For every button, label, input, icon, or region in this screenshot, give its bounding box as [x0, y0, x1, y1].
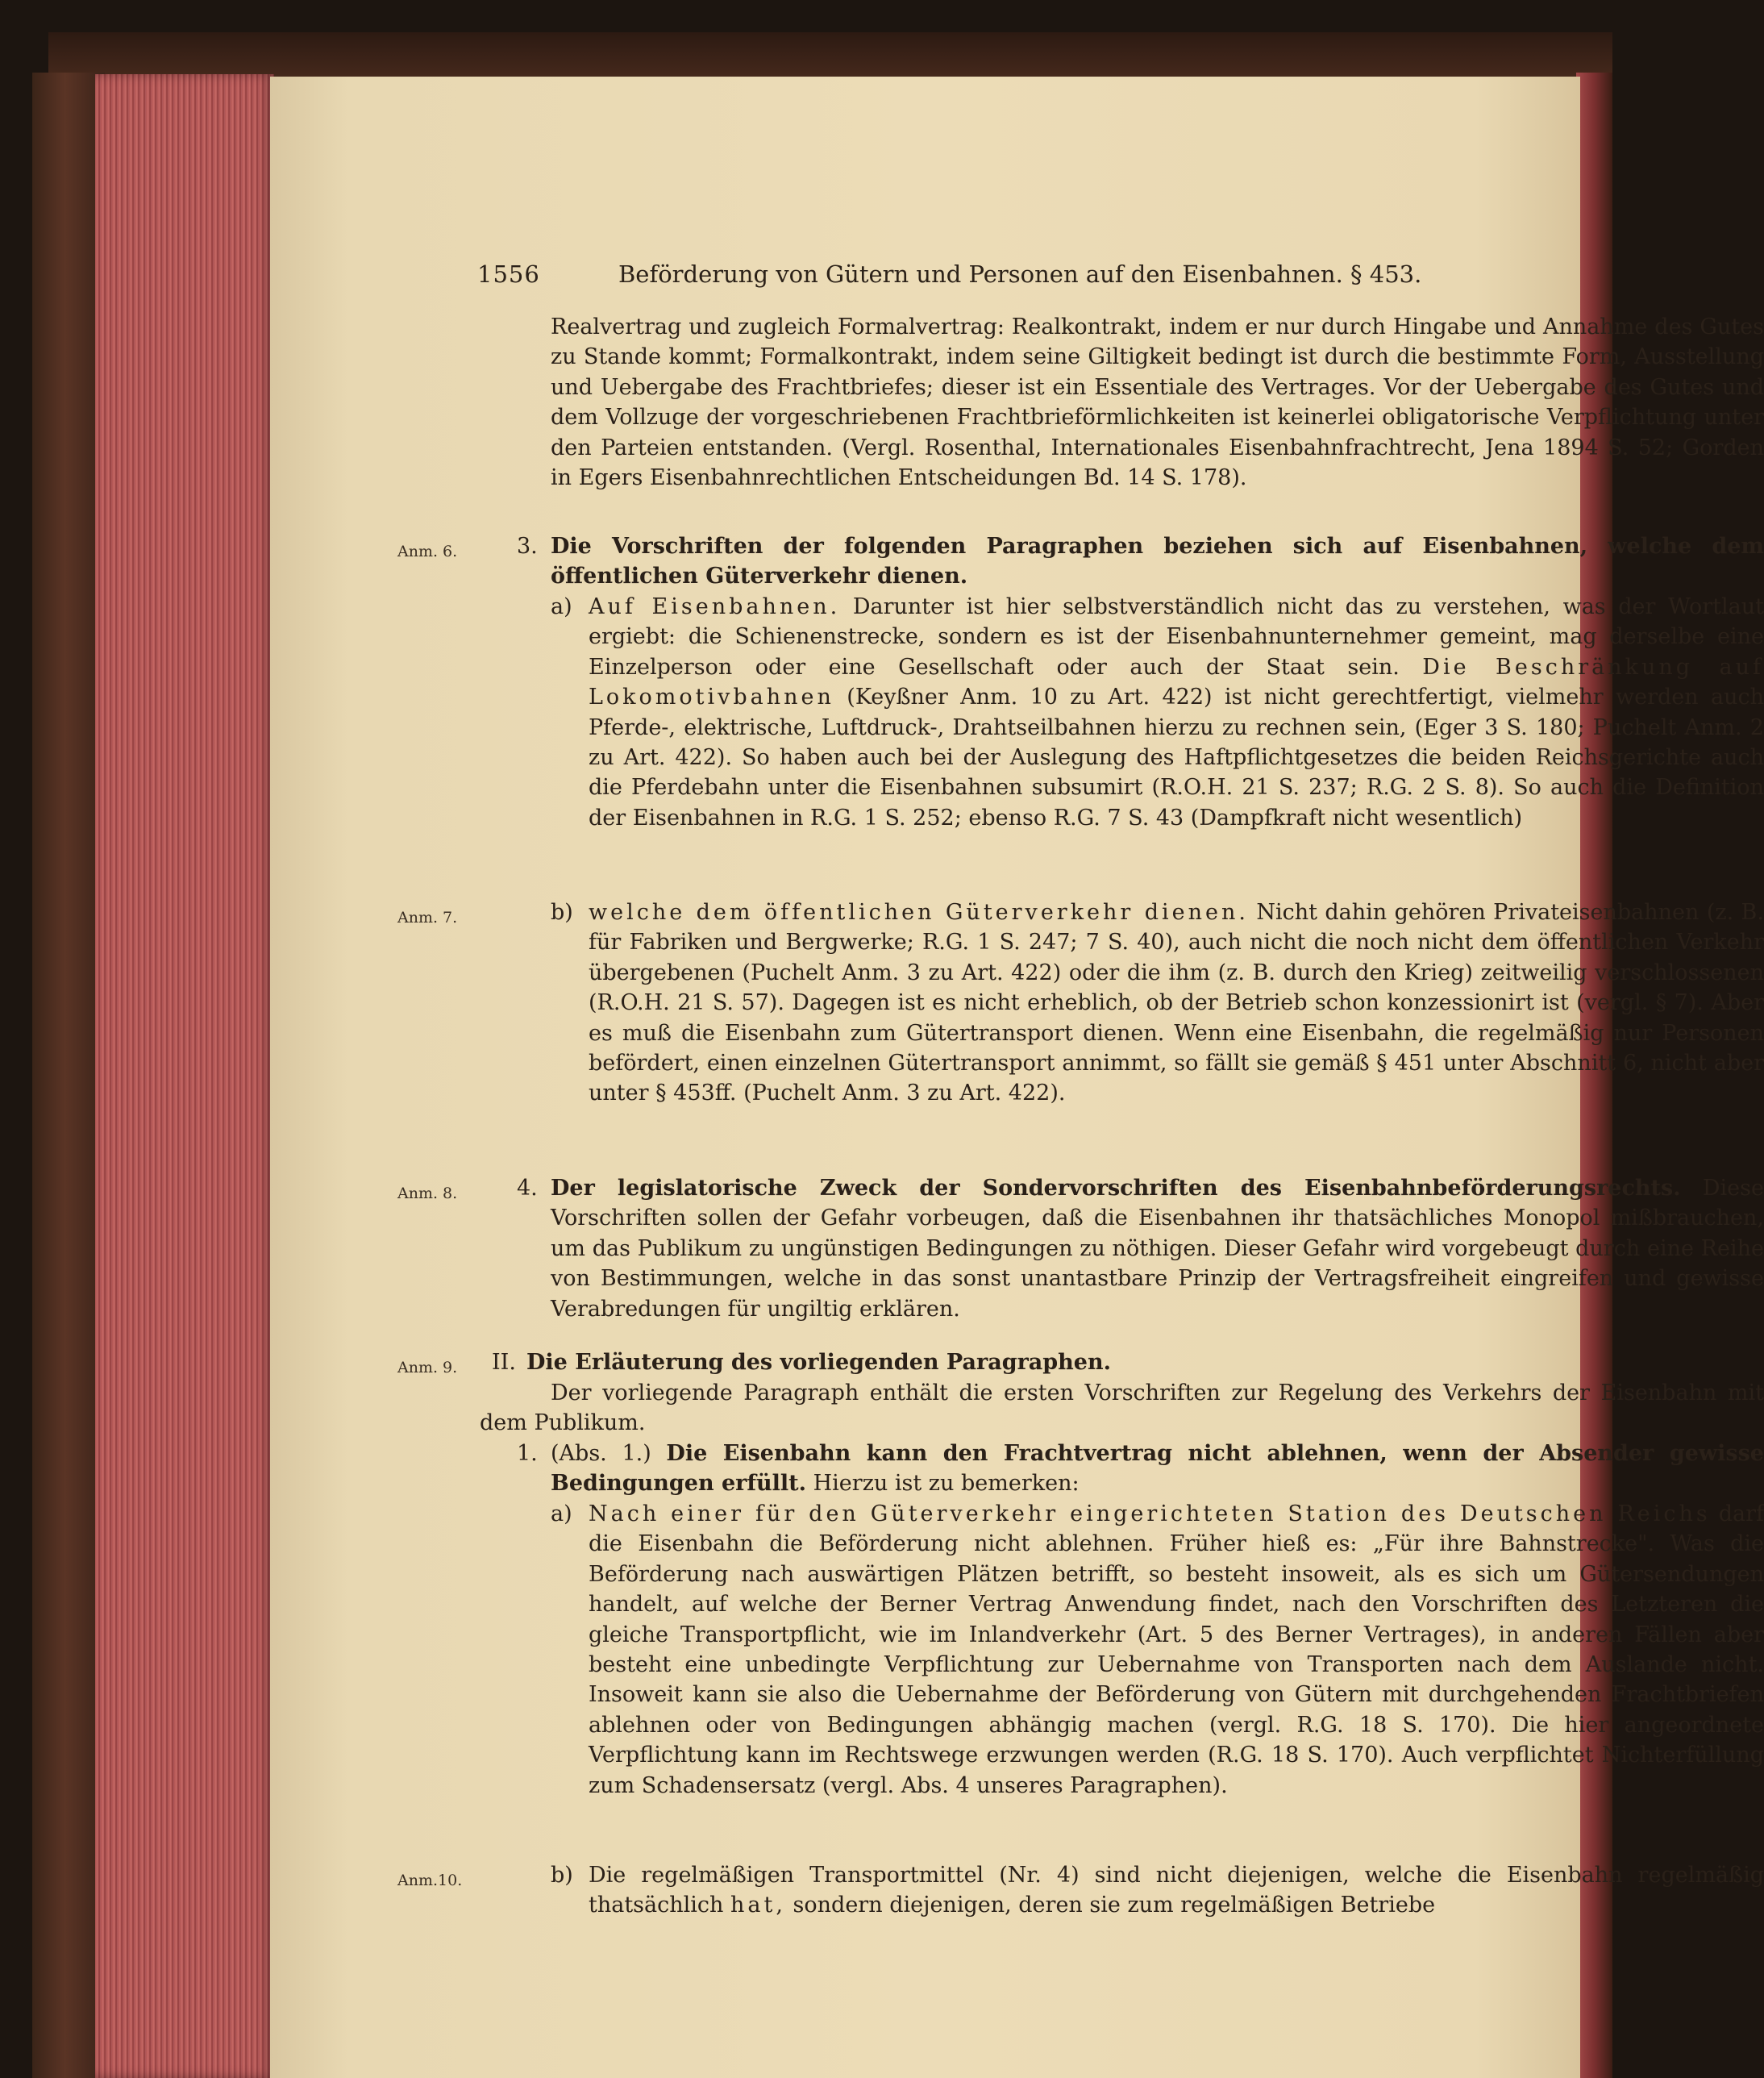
- section-3b-label: b): [551, 900, 573, 925]
- margin-note-anm-7: Anm. 7.: [397, 909, 458, 927]
- section-3b-lead: welche dem öffentlichen Güterverkehr dienen.: [589, 900, 1249, 925]
- item-1-heading: Die Eisenbahn kann den Frachtvertrag nicht ablehnen, wenn der Absender gewisse Bedingungen erfüllt.: [551, 1441, 1764, 1497]
- margin-note-anm-6: Anm. 6.: [397, 543, 458, 560]
- book-page: [270, 77, 1764, 2078]
- section-3-number: 3.: [517, 534, 538, 559]
- section-3b-paragraph: [589, 897, 1764, 1109]
- page-edges: [95, 74, 274, 2078]
- item-1-number: 1.: [517, 1441, 538, 1466]
- item-1a-text: darf die Eisenbahn die Beförderung nicht ablehnen. Früher hieß es: „Für ihre Bahnstrecke". Was die Beförderung nach auswärtigen Plätzen betrifft, so besteht insoweit, als es sich um Gütersendungen handelt, auf welche der Berner Vertrag Anwendung findet, nach den Vorschriften des Letzteren die gleiche Transportpflicht, wie im Inlandverkehr (Art. 5 des Berner Vertrages), in anderen Fällen aber besteht eine unbedingte Verpflichtung zur Uebernahme von Transporten nach dem Auslande nicht. Insoweit kann sie also die Uebernahme der Beförderung von Gütern mit durchgehenden Frachtbriefen ablehnen oder von Bedingungen abhängig machen (vergl. R.G. 18 S. 170). Die hier angeordnete Verpflichtung kann im Rechtswege erzwungen werden (R.G. 18 S. 170). Auch verpflichtet Nichterfüllung zum Schadensersatz (vergl. Abs. 4 unseres Paragraphen).: [589, 1501, 1764, 1798]
- margin-note-anm-10: Anm.10.: [397, 1872, 463, 1889]
- section-3-heading-text: Die Vorschriften der folgenden Paragraphen beziehen sich auf Eisenbahnen, welche dem öffentlichen Güterverkehr dienen.: [551, 534, 1764, 589]
- section-II-heading-text: Die Erläuterung des vorliegenden Paragraphen.: [526, 1350, 1112, 1375]
- section-4-heading: Der legislatorische Zweck der Sondervorschriften des Eisenbahnbeförderungsrechts.: [551, 1176, 1681, 1201]
- item-1a-paragraph: [589, 1499, 1764, 1801]
- item-1b-text: Die regelmäßigen Transportmittel (Nr. 4) sind nicht diejenigen, welche die Eisenbahn regelmäßig thatsächlich: [589, 1863, 1764, 1918]
- intro-text: Realvertrag und zugleich Formalvertrag: Realkontrakt, indem er nur durch Hingabe und Annahme des Gutes zu Stande kommt; Formalkontrakt, indem seine Giltigkeit bedingt ist durch die bestimmte Form, Ausstellung und Uebergabe des Frachtbriefes; dieser ist ein Essentiale des Vertrages. Vor der Uebergabe des Gutes und dem Vollzuge der vorgeschriebenen Frachtbrieförmlichkeiten ist keinerlei obligatorische Verpflichtung unter den Parteien entstanden. (Vergl. Rosenthal, Internationales Eisenbahnfrachtrecht, Jena 1894 S. 52; Gorden in Egers Eisenbahnrechtlichen Entscheidungen Bd. 14 S. 178).: [551, 314, 1764, 491]
- item-1-ref: (Abs. 1.): [551, 1441, 651, 1466]
- section-3a-paragraph: [589, 592, 1764, 833]
- item-1b-label: b): [551, 1863, 573, 1888]
- section-4-text: Diese Vorschriften sollen der Gefahr vorbeugen, daß die Eisenbahnen ihr thatsächliches Monopol mißbrauchen, um das Publikum zu ungünstigen Bedingungen zu nöthigen. Dieser Gefahr wird vorgebeugt durch eine Reihe von Bestimmungen, welche in das sonst unantastbare Prinzip der Vertragsfreiheit eingreifen und gewisse Verabredungen für ungiltig erklären.: [551, 1176, 1764, 1322]
- section-4-number: 4.: [517, 1176, 538, 1201]
- section-3a-text2: (Keyßner Anm. 10 zu Art. 422) ist nicht gerechtfertigt, vielmehr werden auch Pferde-, elektrische, Luftdruck-, Drahtseilbahnen hierzu zu rechnen sein, (Eger 3 S. 180; Puchelt Anm. 2 zu Art. 422). So haben auch bei der Auslegung des Haftpflichtgesetzes die beiden Reichsgerichte auch die Pferdebahn unter die Eisenbahnen subsumirt (R.O.H. 21 S. 237; R.G. 2 S. 8). So auch die Definition der Eisenbahnen in R.G. 1 S. 252; ebenso R.G. 7 S. 43 (Dampfkraft nicht wesentlich): [589, 685, 1764, 831]
- item-1-paragraph: [551, 1439, 1764, 1499]
- intro-paragraph: [551, 312, 1764, 493]
- section-II-intro-text: Der vorliegende Paragraph enthält die ersten Vorschriften zur Regelung des Verkehrs der Eisenbahn mit dem Publikum.: [480, 1380, 1764, 1436]
- item-1a-lead: Nach einer für den Güterverkehr eingerichteten Station des Deutschen Reichs: [589, 1501, 1711, 1526]
- section-3a-lead2: Die Beschränkung auf Lokomotivbahnen: [589, 654, 1764, 710]
- section-II-intro: [480, 1378, 1764, 1439]
- item-1b-text2: sondern diejenigen, deren sie zum regelmäßigen Betriebe: [793, 1893, 1436, 1918]
- item-1a-label: a): [551, 1501, 572, 1526]
- section-II-heading: [526, 1347, 1764, 1377]
- book-cover-left: [32, 73, 105, 2078]
- item-1-tail: Hierzu ist zu bemerken:: [813, 1471, 1080, 1497]
- section-3b-text: Nicht dahin gehören Privateisenbahnen (z. B. für Fabriken und Bergwerke; R.G. 1 S. 247; 7 S. 40), auch nicht die noch nicht dem öffentlichen Verkehr übergebenen (Puchelt Anm. 3 zu Art. 422) oder die ihm (z. B. durch den Krieg) zeitweilig verschlossenen (R.O.H. 21 S. 57). Dagegen ist es nicht erheblich, ob der Betrieb schon konzessionirt ist (vergl. § 7). Aber es muß die Eisenbahn zum Gütertransport dienen. Wenn eine Eisenbahn, die regelmäßig nur Personen befördert, einen einzelnen Gütertransport annimmt, so fällt sie gemäß § 451 unter Abschnitt 6, nicht aber unter § 453ff. (Puchelt Anm. 3 zu Art. 422).: [589, 900, 1764, 1106]
- item-1b-paragraph: [589, 1860, 1764, 1921]
- item-1b-hat: hat,: [730, 1893, 786, 1918]
- section-II-number: II.: [492, 1350, 516, 1375]
- section-3a-label: a): [551, 594, 572, 619]
- margin-note-anm-9: Anm. 9.: [397, 1359, 458, 1376]
- running-title: Beförderung von Gütern und Personen auf den Eisenbahnen. § 453.: [618, 260, 1422, 288]
- section-4-paragraph: [551, 1173, 1764, 1324]
- section-3a-text: Darunter ist hier selbstverständlich nicht das zu verstehen, was der Wortlaut ergiebt: die Schienenstrecke, sondern es ist der Eisenbahnunternehmer gemeint, mag derselbe eine Einzelperson oder eine Gesellschaft oder auch der Staat sein.: [589, 594, 1764, 680]
- section-3-heading: [551, 531, 1764, 592]
- page-header: [270, 252, 1580, 301]
- page-number: 1556: [477, 260, 540, 288]
- margin-note-anm-8: Anm. 8.: [397, 1185, 458, 1202]
- section-3a-lead: Auf Eisenbahnen.: [589, 594, 841, 619]
